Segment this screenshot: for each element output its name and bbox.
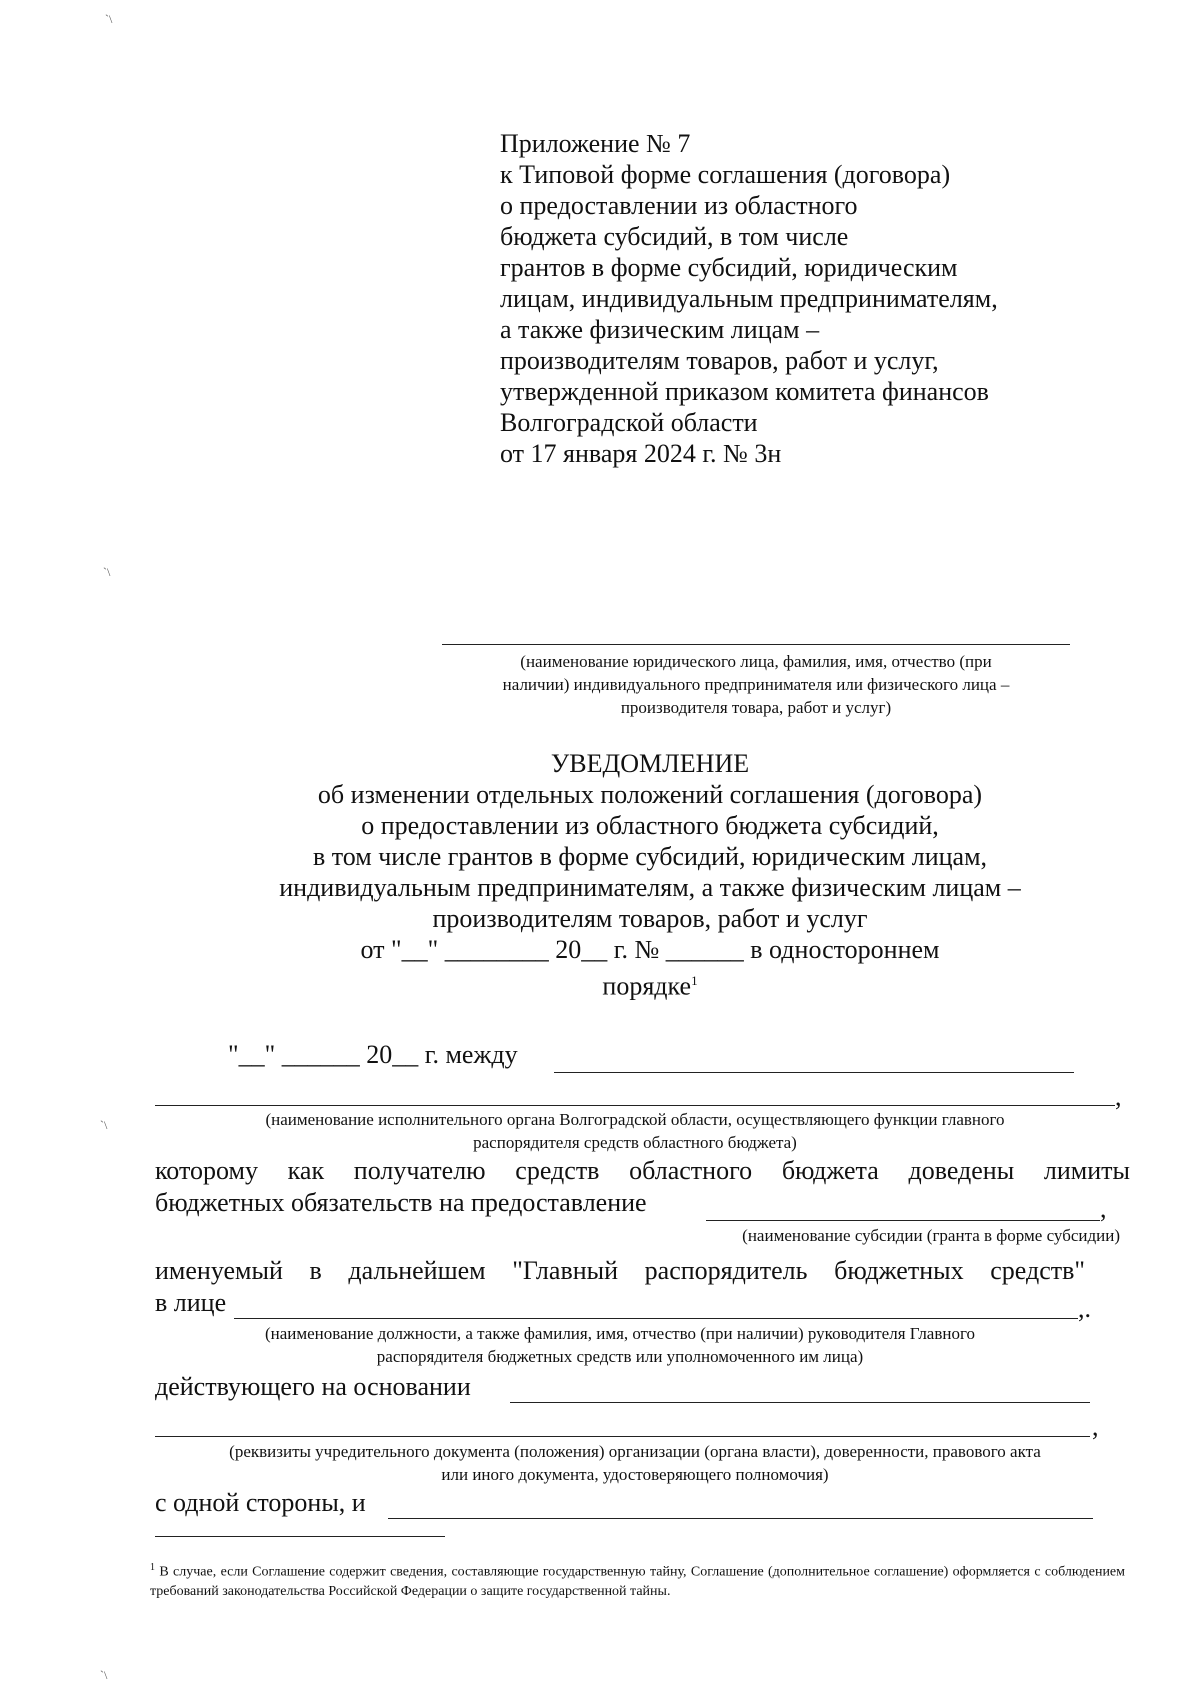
date-number-line-end: порядке$^1$	[602, 971, 698, 1001]
recipient-caption: (наименование юридического лица, фамилия, имя, отчество (при наличии) индивидуального предпринимателя или физического лица – производителя товара, работ и услуг)	[502, 652, 1010, 717]
document-title: УВЕДОМЛЕНИЕ	[550, 749, 750, 778]
limits-line: бюджетных обязательств на предоставление	[155, 1188, 647, 1217]
appendix-line: утвержденной приказом комитета финансов	[500, 377, 989, 406]
subtitle-line: в том числе грантов в форме субсидий, юридическим лицам,	[312, 842, 988, 871]
blank-line	[554, 1072, 1074, 1073]
footnote-ref: 1	[691, 973, 698, 988]
appendix-line: грантов в форме субсидий, юридическим	[500, 253, 958, 282]
subtitle-line: об изменении отдельных положений соглашения (договора)	[317, 780, 983, 809]
appendix-header	[500, 128, 998, 469]
subsidy-name-line	[706, 1220, 1100, 1221]
footnote	[150, 1558, 1125, 1601]
comma: ,	[1115, 1082, 1122, 1111]
footnote-text: В случае, если Соглашение содержит сведения, составляющие государственную тайну, Соглашение (дополнительное соглашение) оформляется с соблюдением требований законодательства Российской Федерации о защите государственной тайны.	[150, 1564, 1126, 1599]
organ-name-line	[155, 1105, 1115, 1106]
date-number-line: от "__" ________ 20__ г. № ______ в одностороннем	[360, 935, 940, 964]
footnote-separator	[155, 1536, 445, 1537]
subtitle-line: индивидуальным предпринимателям, а также физическим лицам –	[279, 873, 1021, 902]
scan-mark: `\	[100, 1668, 108, 1682]
basis-label: действующего на основании	[155, 1372, 471, 1401]
appendix-line: бюджета субсидий, в том числе	[500, 222, 849, 251]
appendix-line: к Типовой форме соглашения (договора)	[500, 160, 951, 189]
subtitle-line: о предоставлении из областного бюджета субсидий,	[361, 811, 939, 840]
other-party-line	[388, 1518, 1093, 1519]
footnote-number: 1	[150, 1562, 155, 1573]
named-line: именуемый в дальнейшем "Главный распорядитель бюджетных средств"	[155, 1256, 1085, 1285]
appendix-line: Волгоградской области	[500, 408, 758, 437]
comma: ,	[1092, 1412, 1099, 1441]
scan-mark: `\	[103, 565, 111, 579]
appendix-line: производителям товаров, работ и услуг,	[500, 346, 939, 375]
basis-line	[510, 1402, 1090, 1403]
basis-caption: (реквизиты учредительного документа (положения) организации (органа власти), доверенности, правового акта или иного документа, удостоверяющего полномочия)	[229, 1442, 1041, 1484]
person-caption: (наименование должности, а также фамилия, имя, отчество (при наличии) руководителя Главного распорядителя бюджетных средств или уполномоченного им лица)	[264, 1324, 976, 1366]
person-line	[234, 1318, 1078, 1319]
appendix-line: а также физическим лицам –	[500, 315, 820, 344]
appendix-line: от 17 января 2024 г. № 3н	[500, 439, 782, 468]
organ-caption: (наименование исполнительного органа Волгоградской области, осуществляющего функции главного распорядителя средств областного бюджета)	[265, 1110, 1005, 1152]
basis-line-2	[155, 1436, 1090, 1437]
comma: ,	[1100, 1194, 1107, 1223]
appendix-line: о предоставлении из областного	[500, 191, 858, 220]
scan-mark: `\	[100, 1118, 108, 1132]
person-label: в лице	[155, 1288, 227, 1317]
date-between: "__" ______ 20__ г. между	[228, 1040, 518, 1069]
appendix-line: лицам, индивидуальным предпринимателям,	[500, 284, 998, 313]
notice-title-block	[160, 748, 1140, 1002]
limits-line: которому как получателю средств областного бюджета доведены лимиты	[155, 1156, 1130, 1185]
one-side-label: с одной стороны, и	[155, 1488, 366, 1517]
recipient-name-line	[442, 644, 1070, 645]
comma-dot: ,.	[1078, 1294, 1091, 1323]
subsidy-caption: (наименование субсидии (гранта в форме субсидии)	[742, 1226, 1120, 1245]
appendix-line: Приложение № 7	[500, 129, 691, 158]
scan-mark: `\	[105, 12, 113, 26]
subtitle-line: производителям товаров, работ и услуг	[432, 904, 868, 933]
